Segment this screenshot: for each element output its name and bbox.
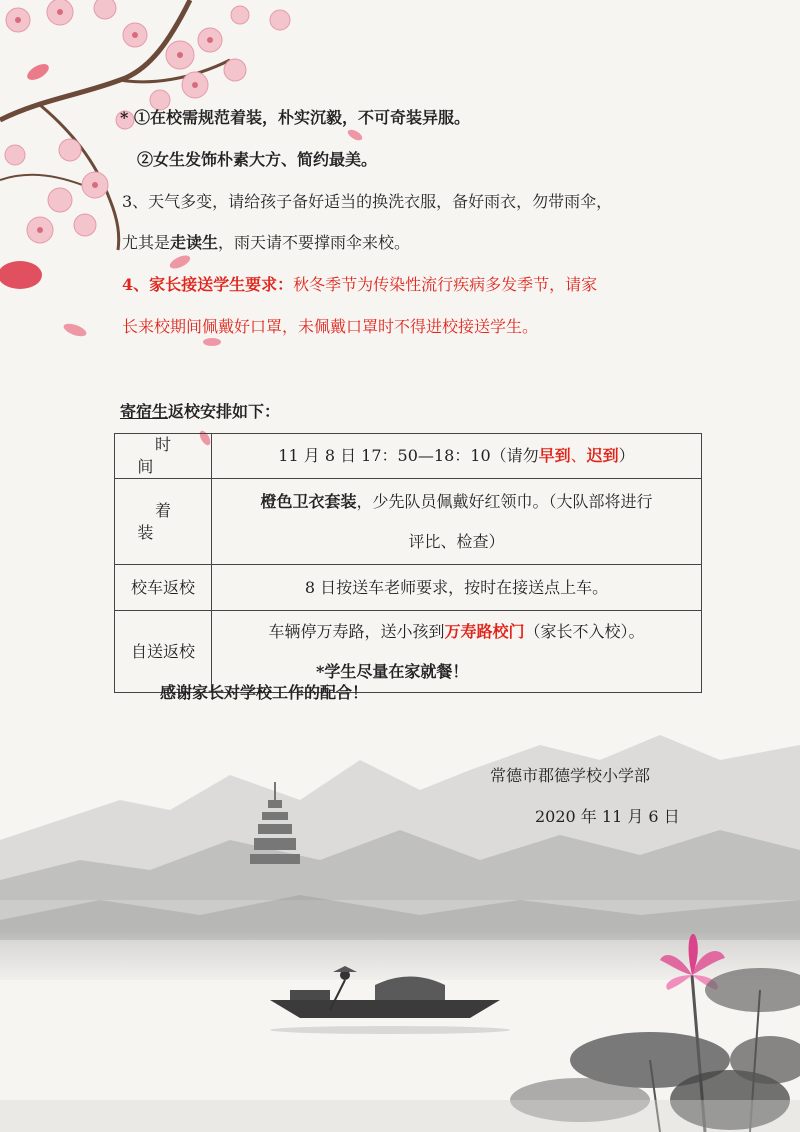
arrangement-heading-rest: 返校安排如下：: [168, 402, 281, 421]
table-row: [115, 434, 702, 479]
gate-name-text: 万寿路校门: [444, 621, 525, 641]
row-value: 橙色卫衣套装，少先队员佩戴好红领巾。（大队部将进行 评比、检查）: [212, 479, 702, 565]
row-label: 自送返校: [115, 611, 212, 693]
row-value: 8 日按送车老师要求，按时在接送点上车。: [212, 565, 702, 611]
arrangement-heading: [120, 401, 280, 423]
no-early-text: 早到: [538, 446, 571, 465]
arrangement-table: [114, 433, 702, 693]
item3-day-students: 走读生: [170, 233, 219, 252]
signature-org: 常德市郡德学校小学部: [490, 766, 651, 785]
row-label: 时间: [115, 434, 212, 479]
row-value: 11 月 8 日 17：50—18：10（请勿早到、迟到）: [212, 434, 702, 479]
rule-hair-accessories: ②女生发饰朴素大方、简约最美。: [137, 150, 378, 169]
item4-heading: 4、家长接送学生要求：: [122, 275, 294, 294]
item3-line1: 3、天气多变，请给孩子备好适当的换洗衣服，备好雨衣，勿带雨伞，: [122, 192, 613, 211]
item3-text-a: 尤其是: [122, 233, 171, 252]
row-label: 校车返校: [115, 565, 212, 611]
thanks-text: 感谢家长对学校工作的配合！: [160, 683, 369, 702]
item3-text-b: ，雨天请不要撑雨伞来校。: [218, 233, 411, 252]
signature-date: 2020 年 11 月 6 日: [535, 807, 680, 826]
item4-line2: 长来校期间佩戴好口罩，未佩戴口罩时不得进校接送学生。: [122, 317, 539, 336]
item3-line2: [122, 232, 410, 254]
row-label: 着装: [115, 479, 212, 565]
no-late-text: 迟到: [586, 446, 619, 465]
item4-text: 秋冬季节为传染性流行疾病多发季节，请家: [293, 275, 598, 294]
row-value: 车辆停万寿路，送小孩到万寿路校门（家长不入校）。 *学生尽量在家就餐！: [212, 611, 702, 693]
rule-dress-code: * ①在校需规范着装，朴实沉毅，不可奇装异服。: [120, 108, 470, 127]
boarding-students-label: 寄宿生: [120, 402, 169, 421]
orange-hoodie-text: 橙色卫衣套装: [260, 491, 357, 511]
table-row: [115, 479, 702, 565]
item4-line1: [122, 274, 597, 296]
meal-note: *学生尽量在家就餐！: [316, 661, 469, 681]
table-row: [115, 565, 702, 611]
table-row: [115, 611, 702, 693]
